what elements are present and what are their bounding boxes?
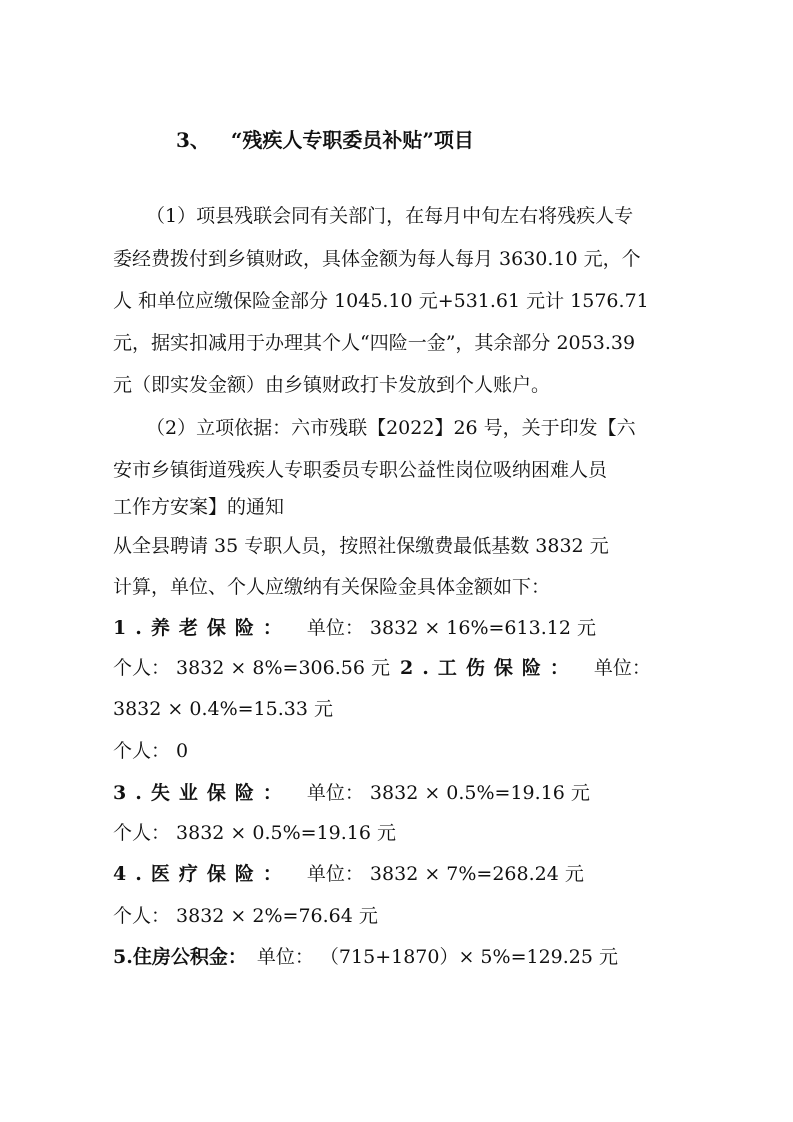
paragraph-line: 从全县聘请 35 专职人员，按照社保缴费最低基数 3832 元: [113, 535, 609, 557]
pension-personal-amount: 个人： 3832 × 8%=306.56 元: [113, 657, 390, 679]
unemployment-unit-amount: 单位： 3832 × 0.5%=19.16 元: [306, 782, 590, 804]
injury-label: 2.工伤保险：: [400, 657, 578, 679]
injury-unit-amount: 3832 × 0.4%=15.33 元: [113, 698, 333, 720]
section-heading: [176, 128, 474, 152]
pension-unit-amount: 单位： 3832 × 16%=613.12 元: [306, 617, 596, 639]
section-number: 3、: [176, 128, 210, 152]
paragraph-line: 委经费拨付到乡镇财政，具体金额为每人每月 3630.10 元，个: [113, 248, 641, 270]
pension-personal-row: [113, 656, 651, 680]
housing-fund-unit-amount: 单位： （715+1870）× 5%=129.25 元: [256, 946, 619, 968]
unemployment-label: 3.失业保险：: [113, 782, 291, 804]
paragraph-line: 安市乡镇街道残疾人专职委员专职公益性岗位吸纳困难人员: [113, 459, 608, 481]
paragraph-line: 元（即实发金额）由乡镇财政打卡发放到个人账户。: [113, 374, 551, 396]
medical-personal-amount: 个人： 3832 × 2%=76.64 元: [113, 905, 378, 927]
paragraph-line: 人 和单位应缴保险金部分 1045.10 元+531.61 元计 1576.71: [113, 290, 649, 312]
medical-unit-amount: 单位： 3832 × 7%=268.24 元: [306, 863, 584, 885]
paragraph-line: （2）立项依据：六市残联【2022】26 号，关于印发【六: [146, 417, 636, 439]
housing-fund-row: [113, 945, 618, 969]
pension-label: 1.养老保险：: [113, 617, 291, 639]
unemployment-row: [113, 781, 590, 805]
paragraph-line: 工作方安案】的通知: [113, 496, 285, 518]
housing-fund-label: 5.住房公积金：: [113, 946, 247, 968]
medical-label: 4.医疗保险：: [113, 863, 291, 885]
injury-personal-amount: 个人： 0: [113, 740, 189, 762]
injury-unit-prefix: 单位：: [593, 657, 651, 679]
unemployment-personal-amount: 个人： 3832 × 0.5%=19.16 元: [113, 822, 397, 844]
paragraph-line: 计算，单位、个人应缴纳有关保险金具体金额如下：: [113, 576, 551, 598]
paragraph-line: 元，据实扣减用于办理其个人“四险一金”，其余部分 2053.39: [113, 332, 636, 354]
pension-row: [113, 616, 596, 640]
paragraph-line: （1）项县残联会同有关部门，在每月中旬左右将残疾人专: [146, 205, 634, 227]
section-title: “残疾人专职委员补贴”项目: [230, 128, 474, 152]
medical-row: [113, 862, 584, 886]
